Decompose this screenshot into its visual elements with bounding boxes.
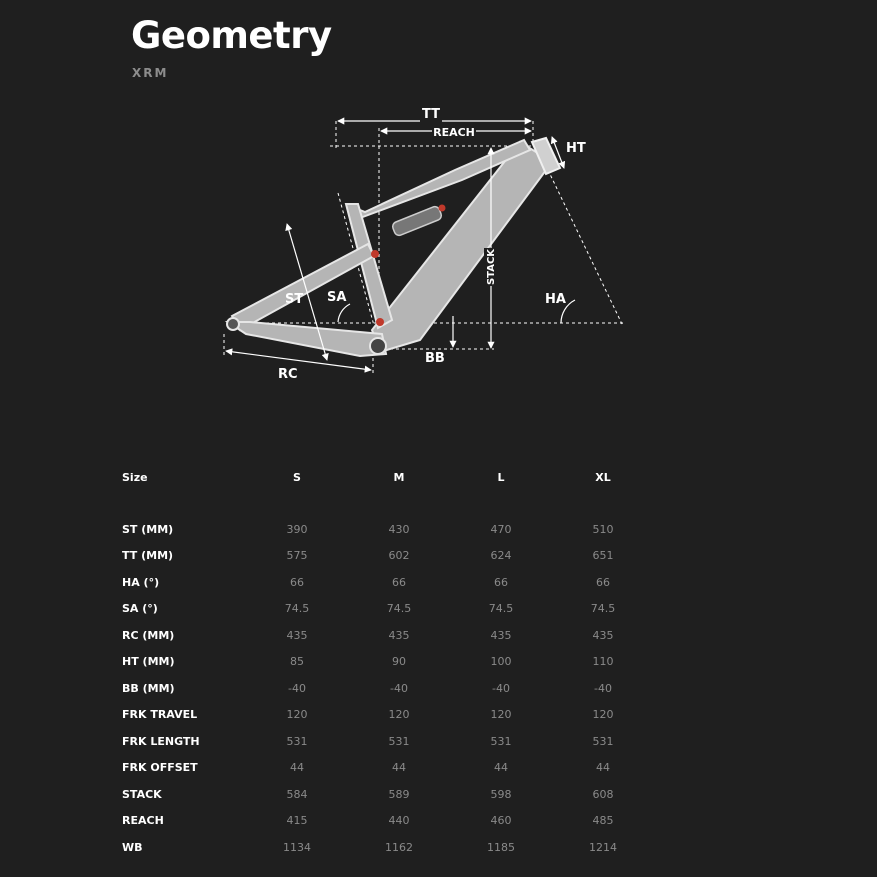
table-row — [116, 649, 654, 676]
row-label: SA (°) — [122, 602, 158, 616]
table-cell: -40 — [492, 681, 510, 695]
table-row — [116, 569, 654, 596]
table-cell: 100 — [490, 655, 512, 669]
row-label: FRK OFFSET — [122, 761, 198, 775]
table-cell: 44 — [392, 761, 406, 775]
table-row — [116, 516, 654, 543]
table-cell: 440 — [388, 814, 410, 828]
table-cell: 602 — [388, 549, 410, 563]
table-cell: 531 — [490, 734, 512, 748]
row-label: HT (MM) — [122, 655, 175, 669]
row-label: FRK LENGTH — [122, 734, 200, 748]
size-l-header: L — [497, 470, 505, 484]
table-cell: 1185 — [487, 840, 515, 854]
table-cell: 85 — [290, 655, 304, 669]
row-label: FRK TRAVEL — [122, 708, 198, 722]
table-row — [116, 543, 654, 570]
page-title: Geometry — [131, 14, 332, 57]
rc-label: RC — [278, 367, 298, 382]
table-cell: 110 — [592, 655, 614, 669]
table-cell: 74.5 — [284, 602, 310, 616]
reach-label: REACH — [433, 126, 475, 139]
size-s-header: S — [293, 470, 301, 484]
table-row — [116, 834, 654, 861]
sa-label: SA — [327, 290, 347, 305]
table-cell: 415 — [286, 814, 308, 828]
table-cell: 598 — [490, 787, 512, 801]
size-header: Size — [122, 470, 148, 484]
geometry-diagram — [0, 0, 877, 420]
bike-frame — [227, 138, 560, 356]
table-cell: 624 — [490, 549, 512, 563]
geometry-table — [116, 464, 654, 861]
row-label: HA (°) — [122, 575, 160, 589]
table-cell: 90 — [392, 655, 406, 669]
table-row — [116, 808, 654, 835]
table-cell: 531 — [592, 734, 614, 748]
table-cell: 1162 — [385, 840, 413, 854]
table-header-row — [116, 464, 654, 490]
table-cell: 66 — [290, 575, 304, 589]
table-cell: 575 — [286, 549, 308, 563]
table-cell: 485 — [592, 814, 614, 828]
table-cell: 390 — [286, 522, 308, 536]
row-label: RC (MM) — [122, 628, 175, 642]
table-cell: 66 — [596, 575, 610, 589]
row-label: REACH — [122, 814, 164, 828]
ht-label: HT — [566, 141, 586, 156]
table-cell: 470 — [490, 522, 512, 536]
row-label: WB — [122, 840, 143, 854]
table-cell: 460 — [490, 814, 512, 828]
table-cell: 608 — [592, 787, 614, 801]
table-cell: 589 — [388, 787, 410, 801]
table-cell: -40 — [390, 681, 408, 695]
table-cell: 120 — [592, 708, 614, 722]
row-label: STACK — [122, 787, 162, 801]
table-cell: 510 — [592, 522, 614, 536]
table-cell: 531 — [388, 734, 410, 748]
table-cell: 531 — [286, 734, 308, 748]
table-cell: 120 — [286, 708, 308, 722]
ha-label: HA — [545, 292, 566, 307]
table-cell: 44 — [596, 761, 610, 775]
table-cell: 44 — [494, 761, 508, 775]
table-cell: -40 — [594, 681, 612, 695]
table-row — [116, 781, 654, 808]
table-cell: 435 — [490, 628, 512, 642]
table-row — [116, 675, 654, 702]
size-xl-header: XL — [595, 470, 611, 484]
table-cell: 74.5 — [590, 602, 616, 616]
table-cell: 435 — [388, 628, 410, 642]
table-cell: 435 — [592, 628, 614, 642]
table-cell: 435 — [286, 628, 308, 642]
table-cell: 44 — [290, 761, 304, 775]
table-cell: 1214 — [589, 840, 617, 854]
tt-label: TT — [421, 107, 441, 122]
table-cell: 66 — [392, 575, 406, 589]
table-cell: 66 — [494, 575, 508, 589]
st-label: ST — [285, 292, 304, 307]
table-row — [116, 702, 654, 729]
table-cell: 1134 — [283, 840, 311, 854]
table-cell: 120 — [388, 708, 410, 722]
table-row — [116, 622, 654, 649]
table-cell: 74.5 — [386, 602, 412, 616]
size-m-header: M — [393, 470, 405, 484]
table-cell: 74.5 — [488, 602, 514, 616]
table-cell: 430 — [388, 522, 410, 536]
table-cell: 651 — [592, 549, 614, 563]
table-row — [116, 755, 654, 782]
table-body — [116, 490, 654, 861]
model-name: XRM — [132, 66, 169, 80]
table-cell: -40 — [288, 681, 306, 695]
row-label: ST (MM) — [122, 522, 174, 536]
row-label: BB (MM) — [122, 681, 175, 695]
table-row — [116, 728, 654, 755]
table-row — [116, 596, 654, 623]
stack-label: STACK — [486, 248, 497, 286]
row-label: TT (MM) — [122, 549, 174, 563]
table-cell: 584 — [286, 787, 308, 801]
table-cell: 120 — [490, 708, 512, 722]
bb-label: BB — [425, 351, 445, 366]
